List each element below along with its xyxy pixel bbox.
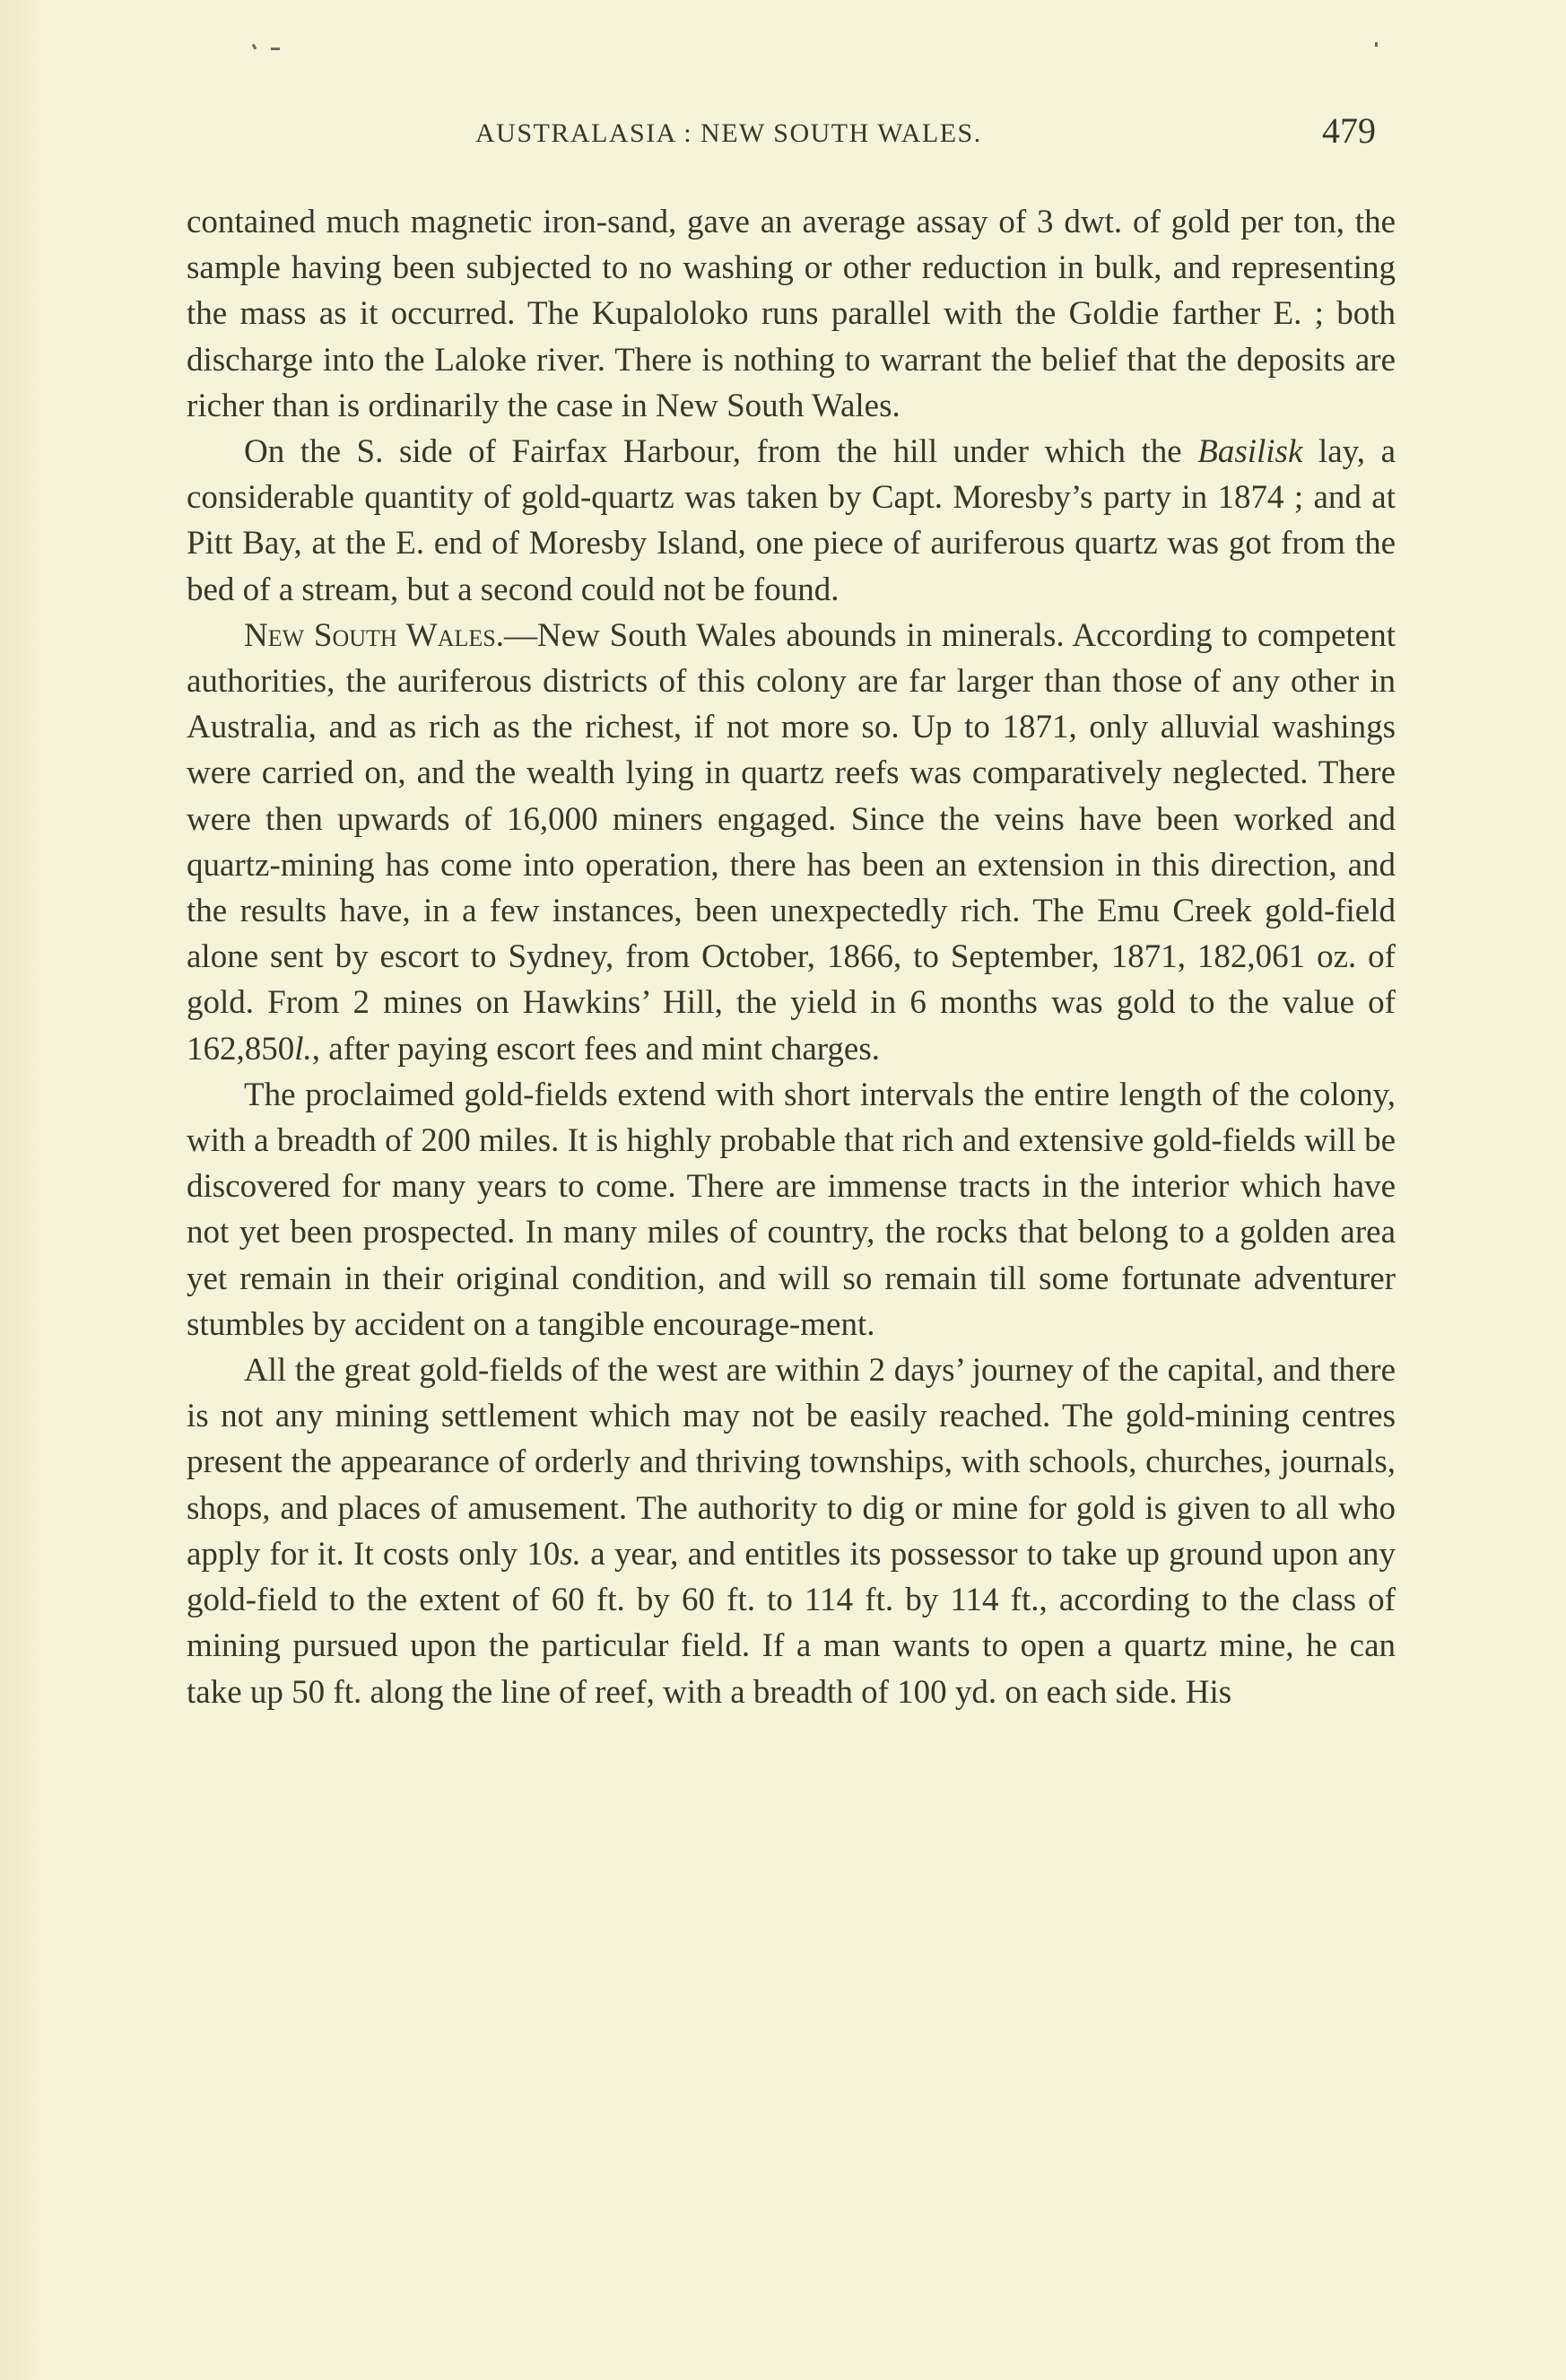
page-gutter-shadow [0,0,49,2380]
paragraph-text: a year, and entitles its possessor to take up ground upon any gold-field to the extent of 60 ft. by 60 ft. to 114 ft. by 114 ft., according to the class of mining pursued upon the particular field. If a man wants to open a quartz mine, he can take up 50 ft. along the line of reef, with a breadth of 100 yd. on each side. His [187,1535,1396,1711]
paragraph-text: On the S. side of Fairfax Harbour, from the hill under which the [244,433,1198,471]
scan-speck [271,48,280,50]
paragraph-text: , after paying escort fees and mint charges. [311,1030,880,1068]
paragraph-western-goldfields [187,1347,1396,1715]
scan-speck [252,44,257,50]
paragraph-text: All the great gold-fields of the west are within 2 days’ journey of the capital, and there is not any mining settlement which may not be easily reached. The gold-mining centres present the appearance of orderly and thriving townships, with schools, churches, journals, shops, and places of amusement. The authority to dig or mine for gold is given to all who apply for it. It costs only 10 [187,1352,1396,1573]
paragraph-text: The proclaimed gold-fields extend with short intervals the entire length of the colony, with a breadth of 200 miles. It is highly probable that rich and extensive gold-fields will be discovered for many years to come. There are immense tracts in the interior which have not yet been prospected. In many miles of country, the rocks that belong to a golden area yet remain in their original condition, and will so remain till some fortunate adventurer stumbles by accident on a tangible encourage-ment. [187,1076,1396,1343]
paragraph-continuation [187,199,1396,429]
shilling-symbol-italic: s. [560,1535,581,1573]
ship-name-italic: Basilisk [1197,433,1303,471]
paragraph-text: lay, a considerable quantity of gold-quartz was taken by Capt. Moresby’s party in 1874 ; and at Pitt Bay, at the E. end of Moresby Island, one piece of auriferous quartz was got from the bed of a stream, but a second could not be found. [187,433,1396,608]
page-number: 479 [1322,110,1376,151]
running-head-title: AUSTRALASIA : NEW SOUTH WALES. [475,118,982,148]
section-lead-heading: New South Wales. [244,616,504,654]
pound-symbol-italic: l. [294,1030,312,1068]
paragraph-new-south-wales [187,613,1396,1072]
paragraph-fairfax-harbour [187,429,1396,613]
paragraph-text: contained much magnetic iron-sand, gave an average assay of 3 dwt. of gold per ton, the sample having been subjected to no washing or other reduction in bulk, and representing the mass as it occurred. The Kupaloloko runs parallel with the Goldie farther E. ; both discharge into the Laloke river. There is nothing to warrant the belief that the deposits are richer than is ordinarily the case in New South Wales. [187,204,1396,424]
scan-speck [1375,42,1378,47]
paragraph-proclaimed-goldfields [187,1072,1396,1347]
body-text [187,199,1396,1715]
paragraph-text: —New South Wales abounds in minerals. According to competent authorities, the auriferous districts of this colony are far larger than those of any other in Australia, and as rich as the richest, if not more so. Up to 1871, only alluvial washings were carried on, and the wealth lying in quartz reefs was comparatively neglected. There were then upwards of 16,000 miners engaged. Since the veins have been worked and quartz-mining has come into operation, there has been an extension in this direction, and the results have, in a few instances, been unexpectedly rich. The Emu Creek gold-field alone sent by escort to Sydney, from October, 1866, to September, 1871, 182,061 oz. of gold. From 2 mines on Hawkins’ Hill, the yield in 6 months was gold to the value of 162,850 [187,616,1396,1068]
